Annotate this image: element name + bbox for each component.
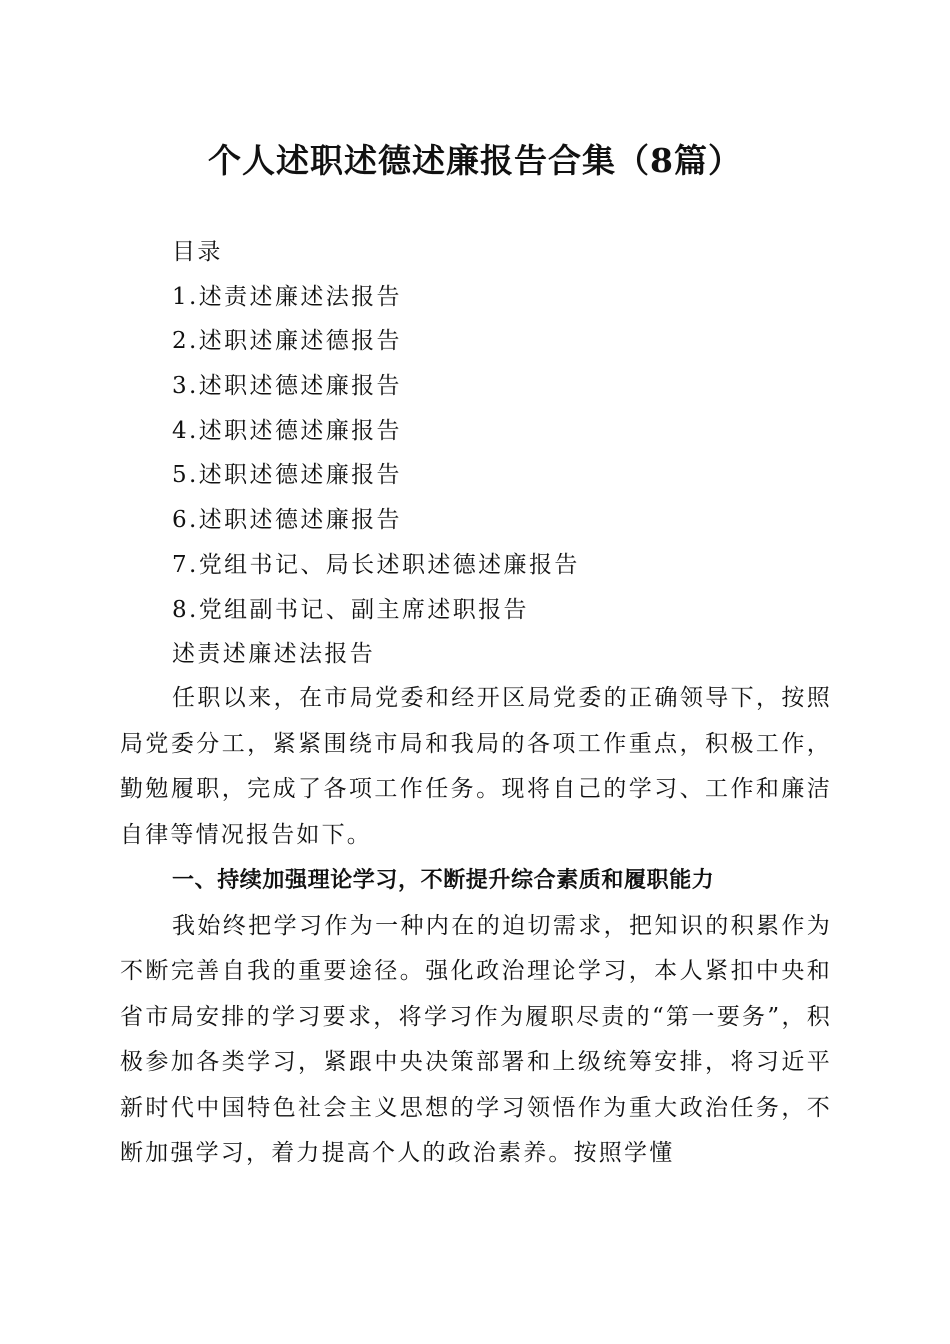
section-paragraph: 我始终把学习作为一种内在的迫切需求，把知识的积累作为不断完善自我的重要途径。强化政治理论学习，本人紧扣中央和省市局安排的学习要求，将学习作为履职尽责的“第一要务”，积极参加各类学习，紧跟中央决策部署和上级统筹安排，将习近平新时代中国特色社会主义思想的学习领悟作为重大政治任务，不断加强学习，着力提高个人的政治素养。按照学懂 bbox=[120, 912, 832, 1166]
toc-item: 3.述职述德述廉报告 bbox=[172, 373, 402, 400]
intro-paragraph: 任职以来，在市局党委和经开区局党委的正确领导下，按照局党委分工，紧紧围绕市局和我局的各项工作重点，积极工作，勤勉履职，完成了各项工作任务。现将自己的学习、工作和廉洁自律等情况报告如下。 bbox=[120, 685, 832, 848]
section-heading: 一、持续加强理论学习，不断提升综合素质和履职能力 bbox=[172, 868, 715, 893]
toc-item: 1.述责述廉述法报告 bbox=[172, 283, 402, 310]
toc-item: 6.述职述德述廉报告 bbox=[172, 507, 402, 534]
toc-item: 2.述职述廉述德报告 bbox=[172, 328, 402, 355]
toc-item: 4.述职述德述廉报告 bbox=[172, 417, 402, 444]
toc-item: 8.党组副书记、副主席述职报告 bbox=[172, 596, 529, 623]
document-body bbox=[120, 676, 832, 1177]
toc-heading: 目录 bbox=[172, 239, 223, 265]
table-of-contents bbox=[172, 230, 852, 677]
toc-item: 5.述职述德述廉报告 bbox=[172, 462, 402, 489]
toc-item: 7.党组书记、局长述职述德述廉报告 bbox=[172, 551, 580, 578]
document-title: 个人述职述德述廉报告合集（8篇） bbox=[208, 141, 742, 180]
article-title: 述责述廉述法报告 bbox=[172, 641, 376, 668]
